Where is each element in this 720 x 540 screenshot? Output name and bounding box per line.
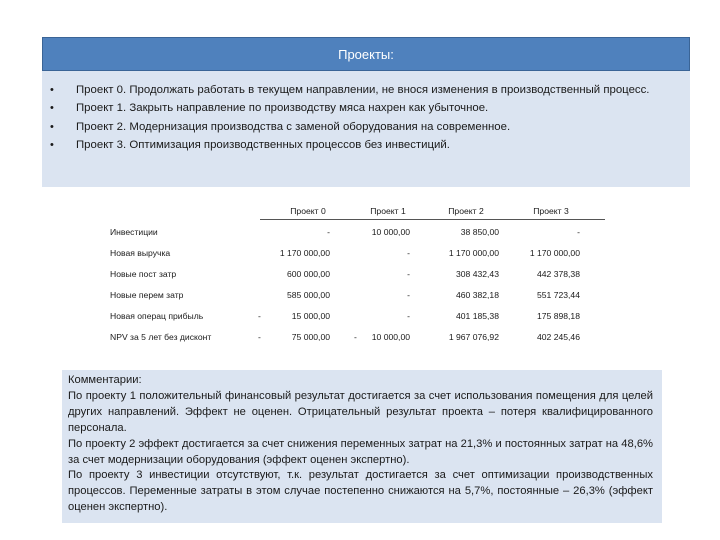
row-label: Новые перем затр bbox=[110, 290, 184, 300]
table-cell: 10 000,00 bbox=[371, 227, 410, 237]
table-cell: - bbox=[327, 227, 330, 237]
sign-mark: - bbox=[258, 332, 261, 342]
table-cell: - bbox=[577, 227, 580, 237]
column-header: Проект 0 bbox=[290, 206, 326, 216]
table-cell: 1 170 000,00 bbox=[279, 248, 330, 258]
table-cell: 308 432,43 bbox=[455, 269, 499, 279]
table-cell: 551 723,44 bbox=[536, 290, 580, 300]
table-row bbox=[110, 311, 605, 325]
column-header: Проект 3 bbox=[533, 206, 569, 216]
table-row bbox=[110, 269, 605, 283]
table-cell: 442 378,38 bbox=[536, 269, 580, 279]
projects-comparison-table bbox=[110, 200, 605, 350]
project-text: Проект 2. Модернизация производства с заменой оборудования на современное. bbox=[76, 120, 511, 133]
list-item bbox=[50, 81, 668, 99]
comments-title: Комментарии: bbox=[68, 374, 142, 386]
table-cell: 1 967 076,92 bbox=[448, 332, 499, 342]
list-item bbox=[50, 136, 668, 154]
bullet-icon: • bbox=[50, 120, 54, 133]
table-cell: - bbox=[407, 269, 410, 279]
project-text: Проект 3. Оптимизация производственных процессов без инвестиций. bbox=[76, 139, 450, 152]
projects-list-panel bbox=[42, 71, 690, 187]
comment-paragraph: По проекту 2 эффект достигается за счет снижения переменных затрат на 21,3% и постоянных затрат на 48,6% за счет модернизации оборудования (эффект оценен экспертно). bbox=[68, 437, 653, 466]
sign-mark: - bbox=[258, 311, 261, 321]
table-cell: 75 000,00 bbox=[291, 332, 330, 342]
table-row bbox=[110, 227, 605, 241]
list-item bbox=[50, 118, 668, 136]
table-cell: 1 170 000,00 bbox=[529, 248, 580, 258]
bullet-icon: • bbox=[50, 102, 54, 115]
table-cell: - bbox=[407, 311, 410, 321]
row-label: Новые пост затр bbox=[110, 269, 177, 279]
table-cell: - bbox=[407, 290, 410, 300]
title-bar bbox=[42, 37, 690, 71]
page-title: Проекты: bbox=[338, 46, 394, 62]
table-row bbox=[110, 332, 605, 346]
table-header-row bbox=[110, 206, 605, 220]
table-cell: 600 000,00 bbox=[286, 269, 330, 279]
column-header: Проект 1 bbox=[370, 206, 406, 216]
comments-panel bbox=[62, 370, 662, 523]
table-cell: 401 185,38 bbox=[455, 311, 499, 321]
table-cell: 585 000,00 bbox=[286, 290, 330, 300]
table-row bbox=[110, 248, 605, 262]
projects-list bbox=[50, 81, 668, 155]
table-cell: - bbox=[407, 248, 410, 258]
bullet-icon: • bbox=[50, 84, 54, 96]
bullet-icon: • bbox=[50, 139, 54, 152]
table-cell: 175 898,18 bbox=[536, 311, 580, 321]
header-divider bbox=[260, 219, 605, 220]
row-label: NPV за 5 лет без дисконт bbox=[110, 332, 212, 342]
row-label: Инвестиции bbox=[110, 227, 158, 237]
row-label: Новая выручка bbox=[110, 248, 171, 258]
column-header: Проект 2 bbox=[448, 206, 484, 216]
sign-mark: - bbox=[354, 332, 357, 342]
project-text: Проект 1. Закрыть направление по производству мяса нахрен как убыточное. bbox=[76, 102, 489, 115]
table-row bbox=[110, 290, 605, 304]
comment-paragraph: По проекту 3 инвестиции отсутствуют, т.к. результат достигается за счет оптимизации производственных процессов. Переменные затраты в этом случае постепенно снижаются на 5,7%, постоянные – 26,3% (эффект оценен экспертно). bbox=[68, 469, 653, 514]
list-item bbox=[50, 99, 668, 117]
table-cell: 15 000,00 bbox=[291, 311, 330, 321]
project-text: Проект 0. Продолжать работать в текущем направлении, не внося изменения в производственный процесс. bbox=[76, 84, 650, 96]
row-label: Новая операц прибыль bbox=[110, 311, 204, 321]
table-cell: 402 245,46 bbox=[536, 332, 580, 342]
table-cell: 460 382,18 bbox=[455, 290, 499, 300]
table-cell: 10 000,00 bbox=[371, 332, 410, 342]
table-cell: 38 850,00 bbox=[460, 227, 499, 237]
table-cell: 1 170 000,00 bbox=[448, 248, 499, 258]
comment-paragraph: По проекту 1 положительный финансовый результат достигается за счет использования помещения для целей других направлений. Эффект не оценен. Отрицательный результат проекта – потеря квалифицированного персонала. bbox=[68, 389, 653, 434]
